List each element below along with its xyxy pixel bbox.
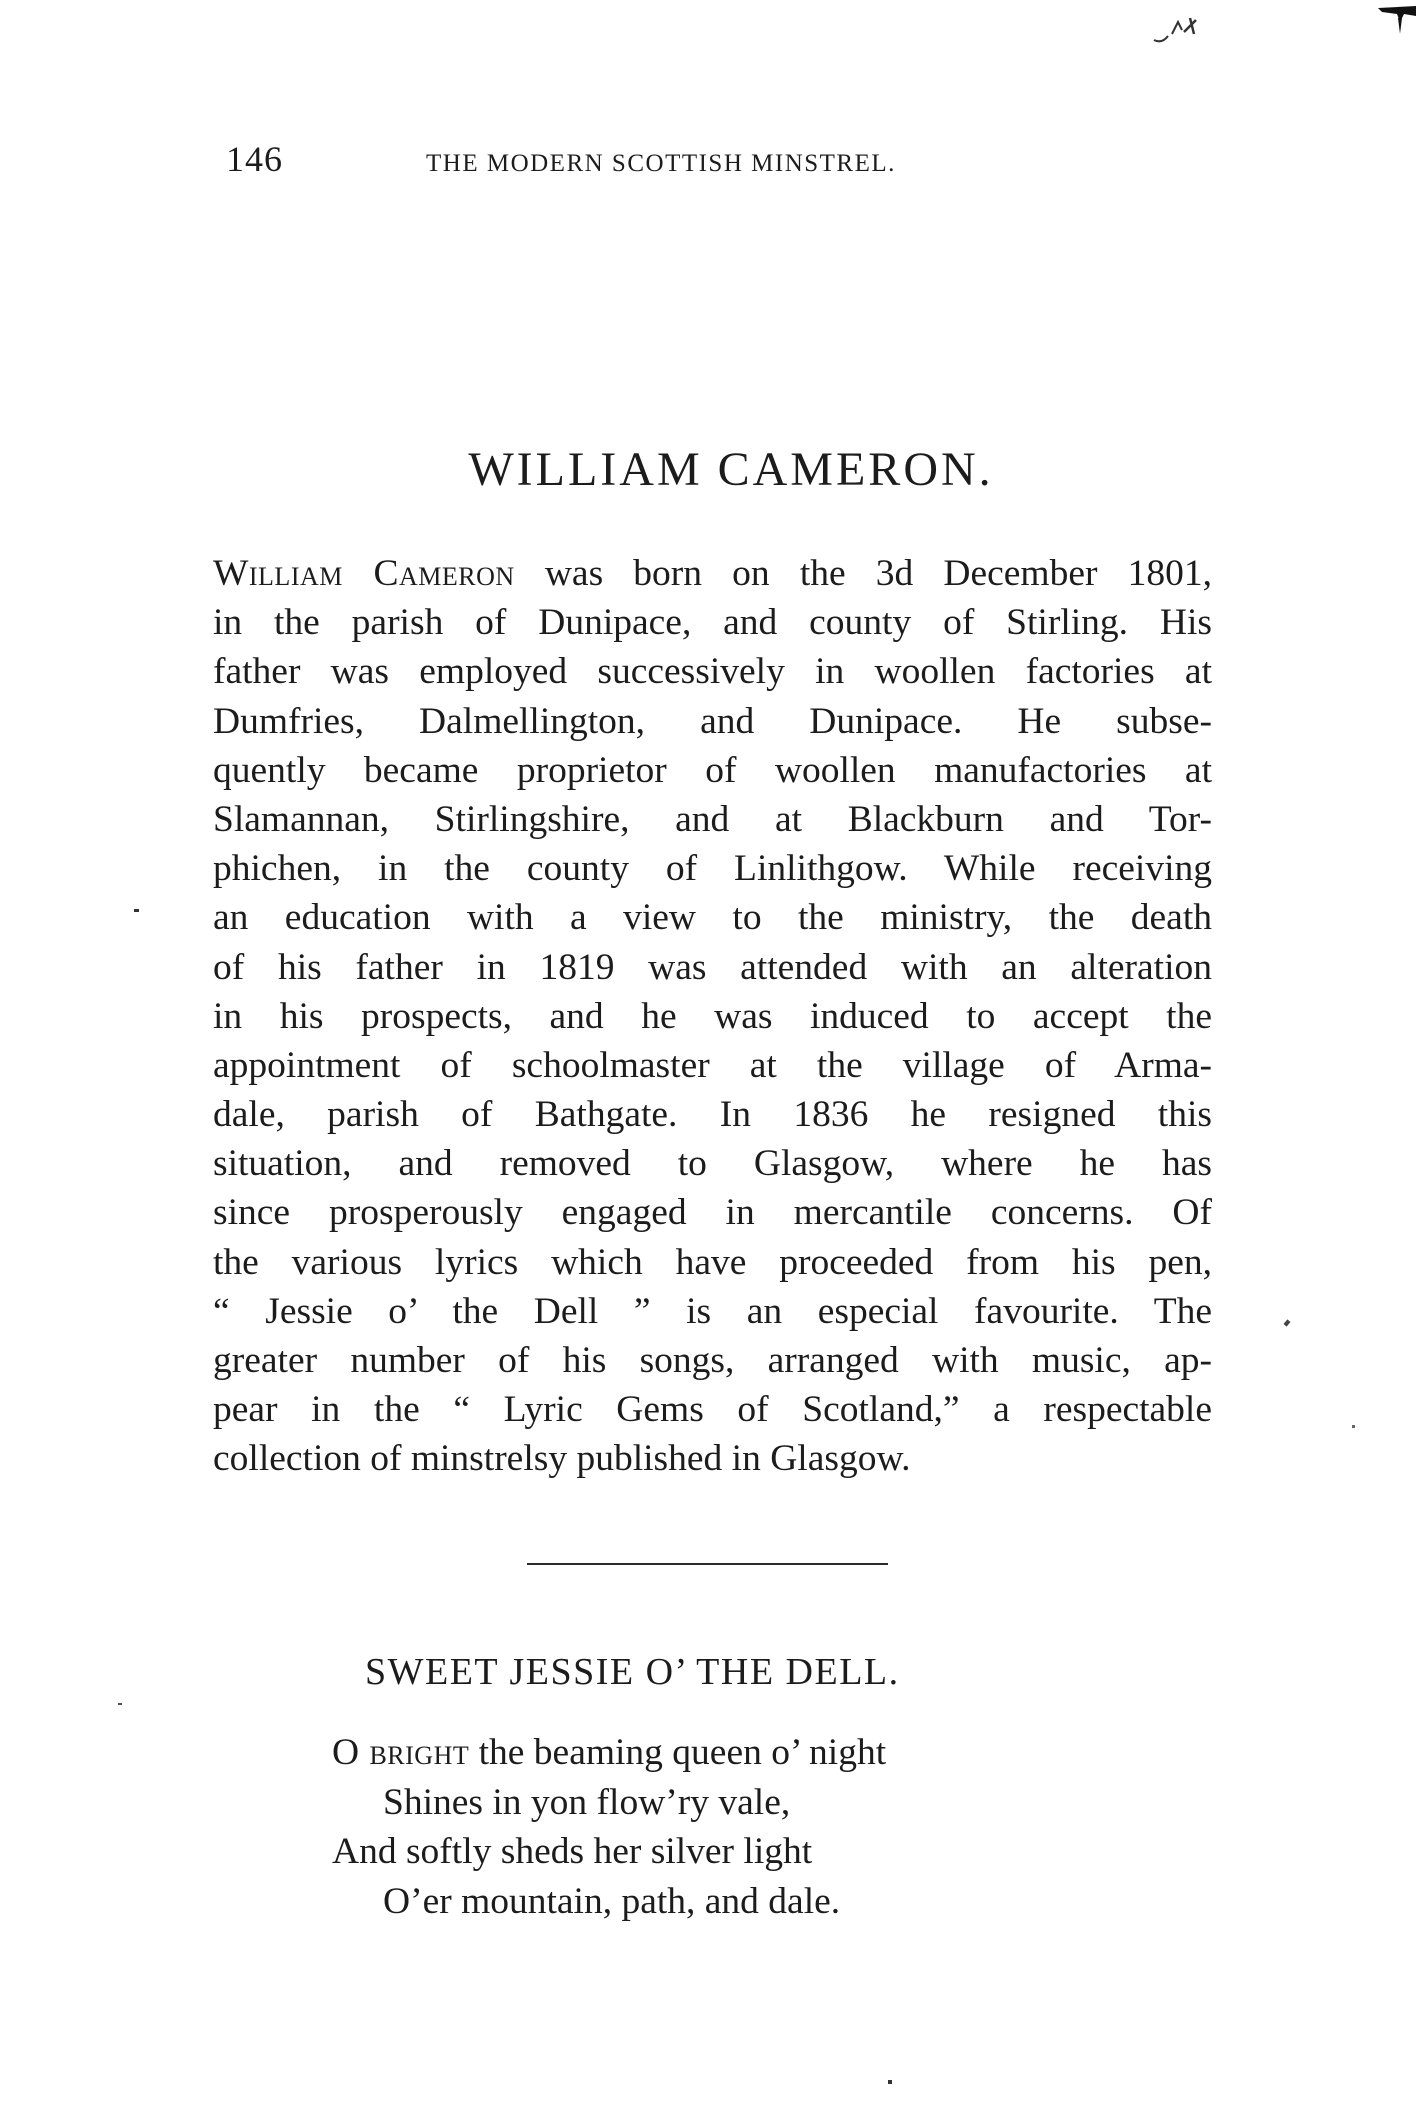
poem-line: O’er mountain, path, and dale. [383,1880,841,1922]
ink-blot-mark [1296,0,1416,60]
text-line: pear in the “ Lyric Gems of Scotland,” a respectable [213,1389,1212,1431]
poem-title: SWEET JESSIE O’ THE DELL. [365,1651,900,1693]
ink-speck [1352,1425,1355,1428]
pencil-mark [1150,10,1210,50]
ink-speck [118,1703,122,1705]
ink-speck [1284,1319,1291,1326]
opening-words-smallcaps: O bright [332,1732,470,1773]
text-line: an education with a view to the ministry, the death [213,897,1212,939]
text-line: dale, parish of Bathgate. In 1836 he resigned this [213,1094,1212,1136]
section-divider [527,1563,888,1565]
text-line: William Cameron was born on the 3d December 1801, [213,553,1212,594]
text-line: father was employed successively in woollen factories at [213,651,1212,693]
author-name-smallcaps: William Cameron [213,553,515,594]
text-line: quently became proprietor of woollen manufactories at [213,749,1212,791]
text-line: in his prospects, and he was induced to accept the [213,995,1212,1037]
biography-paragraph [213,549,1212,1484]
page-number: 146 [226,139,283,179]
text-line: since prosperously engaged in mercantile concerns. Of [213,1192,1212,1234]
text-line: of his father in 1819 was attended with an alteration [213,946,1212,988]
text-line: greater number of his songs, arranged with music, ap- [213,1340,1212,1381]
ink-speck [888,2080,892,2084]
poem-line: And softly sheds her silver light [332,1831,813,1872]
running-head: THE MODERN SCOTTISH MINSTREL. [426,150,896,177]
text-line: Slamannan, Stirlingshire, and at Blackburn and Tor- [213,798,1212,840]
text-line: the various lyrics which have proceeded from his pen, [213,1241,1212,1283]
text-line: appointment of schoolmaster at the village of Arma- [213,1044,1212,1086]
poem-line: Shines in yon flow’ry vale, [383,1781,791,1823]
text-line: phichen, in the county of Linlithgow. While receiving [213,848,1212,890]
poem-stanza [332,1728,886,1926]
poem-line: O bright the beaming queen o’ night [332,1732,887,1773]
section-title: WILLIAM CAMERON. [468,443,994,496]
text-line: collection of minstrelsy published in Glasgow. [213,1438,911,1480]
text-line: situation, and removed to Glasgow, where he has [213,1143,1212,1185]
text-line: in the parish of Dunipace, and county of Stirling. His [213,602,1212,644]
text-line: “ Jessie o’ the Dell ” is an especial favourite. The [213,1290,1212,1332]
ink-speck [134,909,139,912]
text-line: Dumfries, Dalmellington, and Dunipace. He subse- [213,700,1212,742]
